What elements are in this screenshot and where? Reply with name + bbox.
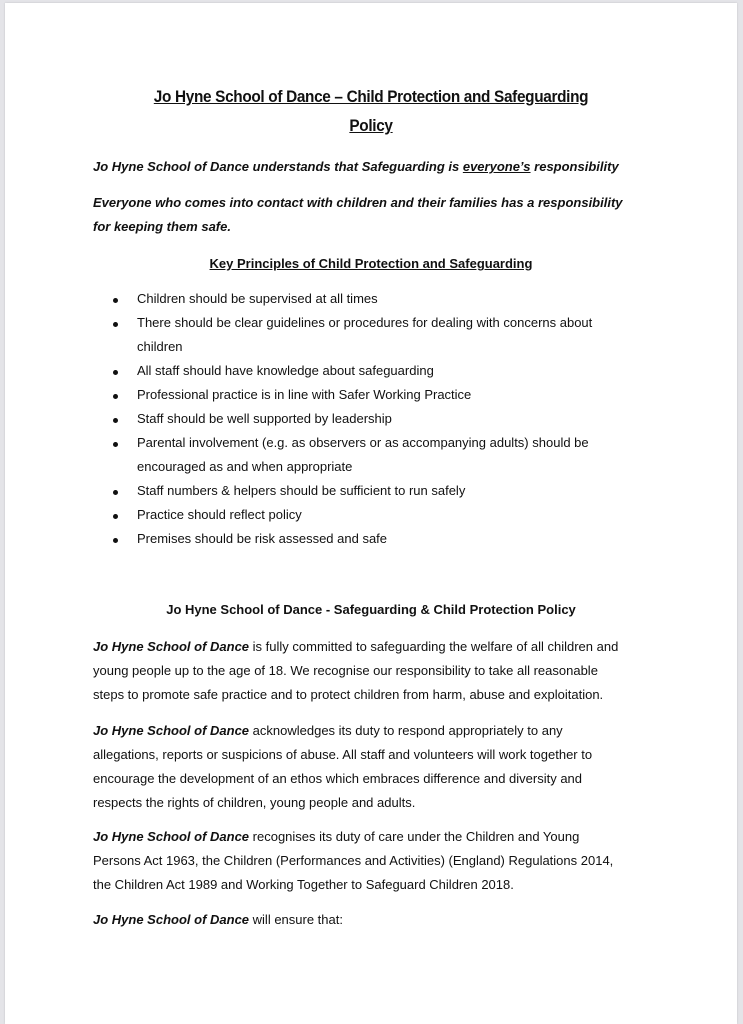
bullet-icon bbox=[113, 490, 118, 495]
list-item-text: All staff should have knowledge about safeguarding bbox=[137, 363, 434, 378]
bullet-icon bbox=[113, 442, 118, 447]
duty-of-care-paragraph bbox=[93, 825, 613, 897]
intro-statement bbox=[93, 159, 619, 174]
bullet-icon bbox=[113, 322, 118, 327]
document-page bbox=[5, 3, 737, 1024]
will-ensure-paragraph bbox=[93, 908, 343, 932]
intro-text-after: responsibility bbox=[530, 159, 619, 174]
list-item-text-continued: encouraged as and when appropriate bbox=[137, 459, 353, 474]
paragraph-text: the Children Act 1989 and Working Together to Safeguard Children 2018. bbox=[93, 877, 514, 892]
duty-to-respond-paragraph bbox=[93, 719, 592, 815]
policy-heading: Jo Hyne School of Dance - Safeguarding & Child Protection Policy bbox=[166, 602, 576, 617]
commitment-paragraph bbox=[93, 635, 618, 707]
school-name: Jo Hyne School of Dance bbox=[93, 723, 250, 738]
paragraph-text: young people up to the age of 18. We recognise our responsibility to take all reasonable bbox=[93, 663, 598, 678]
list-item-text: Parental involvement (e.g. as observers or as accompanying adults) should be bbox=[137, 435, 589, 450]
list-item-text: Premises should be risk assessed and safe bbox=[137, 531, 388, 546]
school-name: Jo Hyne School of Dance bbox=[93, 829, 250, 844]
intro-responsibility-line-2: for keeping them safe. bbox=[93, 219, 231, 234]
list-item-text: Children should be supervised at all times bbox=[137, 291, 378, 306]
intro-responsibility-line-1: Everyone who comes into contact with children and their families has a responsibility bbox=[93, 195, 623, 210]
bullet-icon bbox=[113, 418, 118, 423]
paragraph-text: Persons Act 1963, the Children (Performances and Activities) (England) Regulations 2014, bbox=[93, 853, 614, 868]
list-item-text: Staff numbers & helpers should be sufficient to run safely bbox=[137, 483, 466, 498]
school-name: Jo Hyne School of Dance bbox=[93, 912, 250, 927]
list-item-text: There should be clear guidelines or procedures for dealing with concerns about bbox=[137, 315, 593, 330]
paragraph-text: steps to promote safe practice and to protect children from harm, abuse and exploitation. bbox=[93, 687, 604, 702]
paragraph-text: acknowledges its duty to respond appropriately to any bbox=[249, 723, 563, 738]
paragraph-text: allegations, reports or suspicions of abuse. All staff and volunteers will work together to bbox=[93, 747, 593, 762]
list-item-text: Staff should be well supported by leadership bbox=[137, 411, 392, 426]
key-principles-heading: Key Principles of Child Protection and Safeguarding bbox=[209, 256, 533, 271]
list-item-text: Professional practice is in line with Safer Working Practice bbox=[137, 387, 472, 402]
school-name: Jo Hyne School of Dance bbox=[93, 639, 250, 654]
paragraph-text: will ensure that: bbox=[249, 912, 343, 927]
paragraph-text: is fully committed to safeguarding the welfare of all children and bbox=[249, 639, 619, 654]
intro-text-before: Jo Hyne School of Dance understands that Safeguarding is bbox=[93, 159, 463, 174]
bullet-icon bbox=[113, 370, 118, 375]
bullet-icon bbox=[113, 514, 118, 519]
bullet-icon bbox=[113, 394, 118, 399]
intro-emphasis: everyone’s bbox=[462, 159, 531, 174]
bullet-icon bbox=[113, 538, 118, 543]
document-title-line-1: Jo Hyne School of Dance – Child Protection and Safeguarding bbox=[153, 88, 589, 106]
paragraph-text: respects the rights of children, young people and adults. bbox=[93, 795, 416, 810]
bullet-icon bbox=[113, 298, 118, 303]
paragraph-text: encourage the development of an ethos which embraces difference and diversity and bbox=[93, 771, 583, 786]
document-title-line-2: Policy bbox=[349, 117, 393, 135]
list-item-text-continued: children bbox=[137, 339, 183, 354]
paragraph-text: recognises its duty of care under the Children and Young bbox=[249, 829, 580, 844]
list-item-text: Practice should reflect policy bbox=[137, 507, 302, 522]
